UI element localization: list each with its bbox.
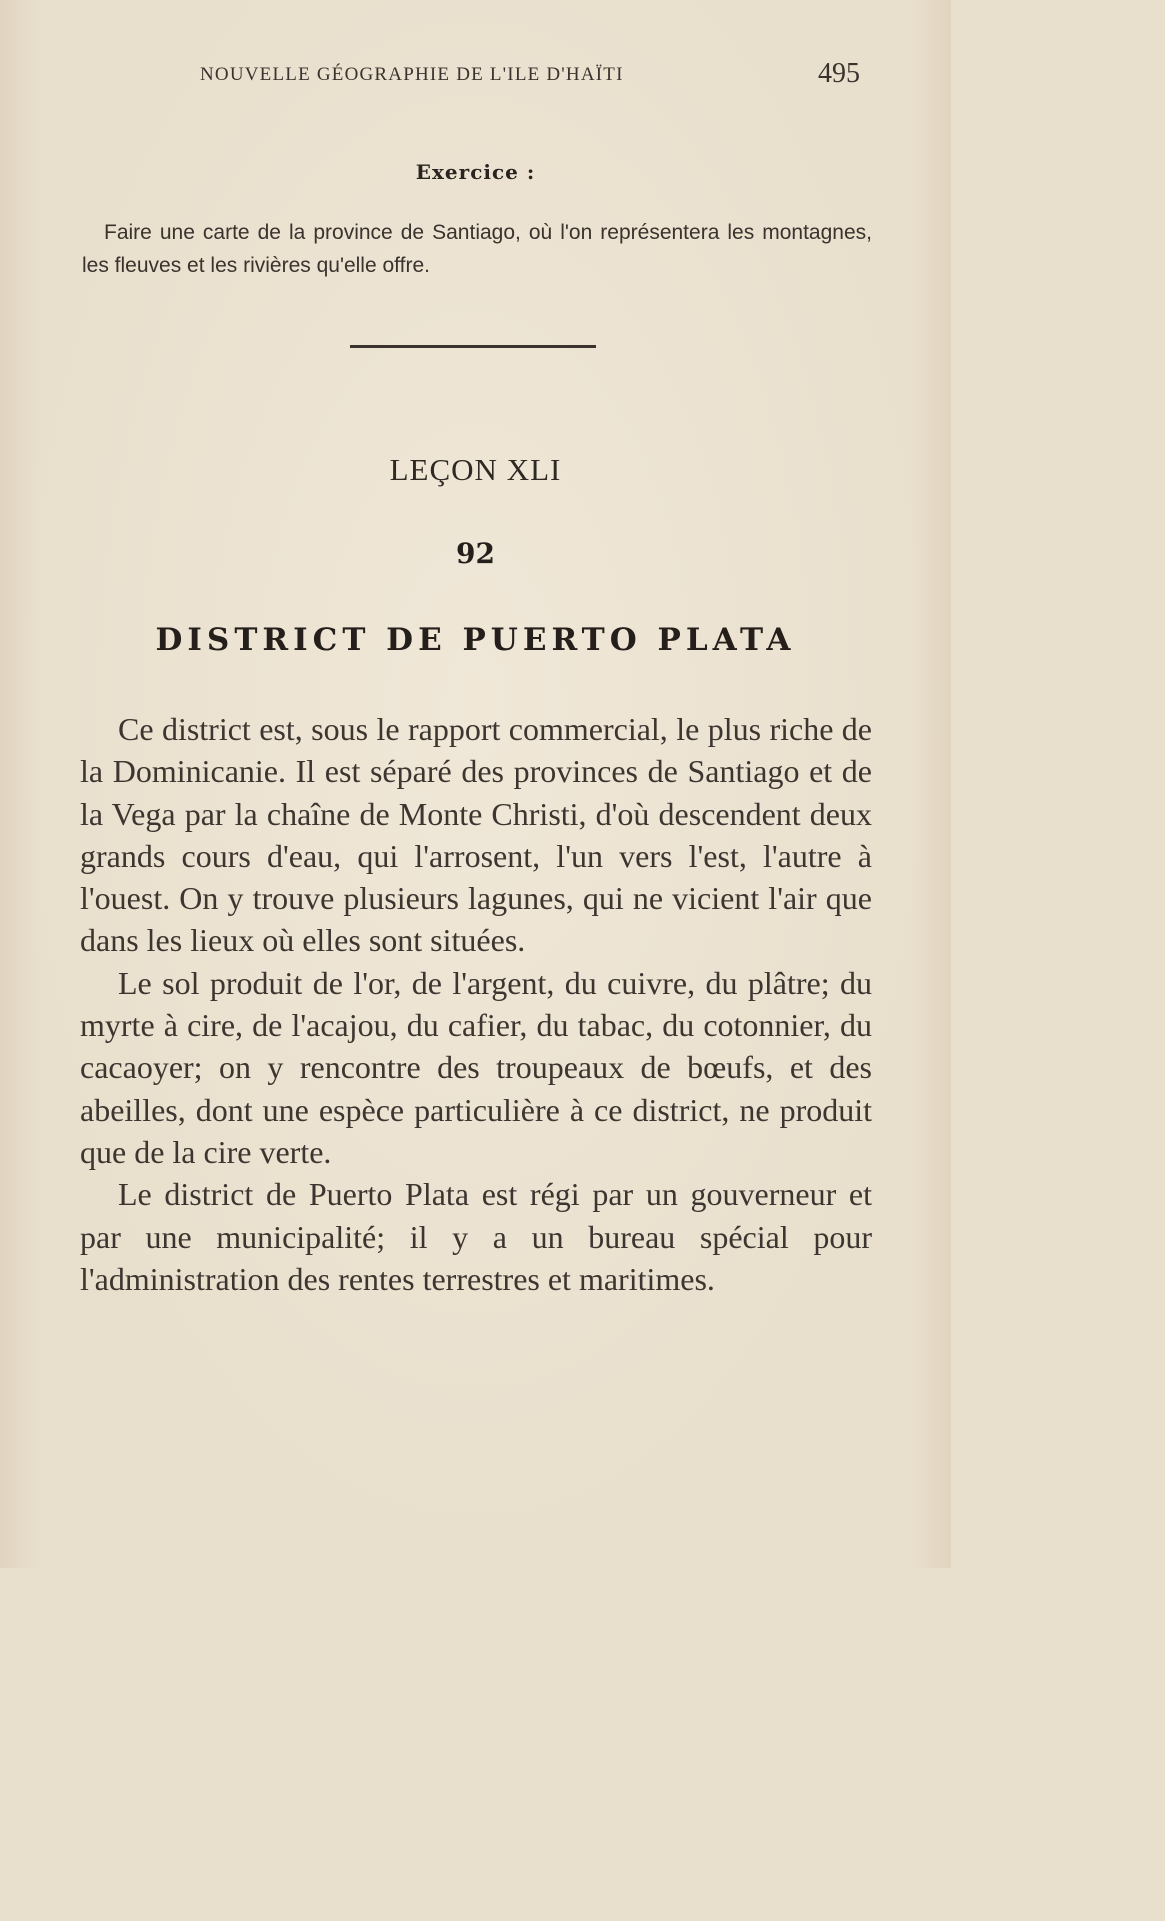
running-header — [200, 58, 890, 94]
running-title: NOUVELLE GÉOGRAPHIE DE L'ILE D'HAÏTI — [200, 64, 624, 85]
lesson-number: 92 — [456, 537, 495, 570]
body-paragraph: Le sol produit de l'or, de l'argent, du cuivre, du plâtre; du myrte à cire, de l'acajou, du cafier, du tabac, du cotonnier, du cacaoyer; on y rencontre des troupeaux de bœufs, et des abeilles, dont une espèce particulière à ce district, ne produit que de la cire verte. — [80, 964, 872, 1170]
body-text — [80, 708, 872, 1300]
section-title: DISTRICT DE PUERTO PLATA — [155, 622, 796, 658]
exercise-text: Faire une carte de la province de Santiago, où l'on représentera les montagnes, les fleuves et les rivières qu'elle offre. — [82, 221, 872, 277]
page-number: 495 — [818, 58, 860, 89]
body-paragraph: Ce district est, sous le rapport commercial, le plus riche de la Dominicanie. Il est séparé des provinces de Santiago et de la Vega par la chaîne de Monte Christi, d'où descendent deux grands cours d'eau, qui l'arrosent, l'un vers l'est, l'autre à l'ouest. On y trouve plusieurs lagunes, qui ne vicient l'air que dans les lieux où elles sont situées. — [80, 711, 872, 959]
lesson-label: LEÇON XLI — [389, 452, 562, 487]
exercise-heading: Exercice : — [415, 160, 536, 184]
body-paragraph: Le district de Puerto Plata est régi par un gouverneur et par une municipalité; il y a un bureau spécial pour l'administration des rentes terrestres et maritimes. — [80, 1176, 872, 1297]
separator-rule — [350, 345, 596, 348]
